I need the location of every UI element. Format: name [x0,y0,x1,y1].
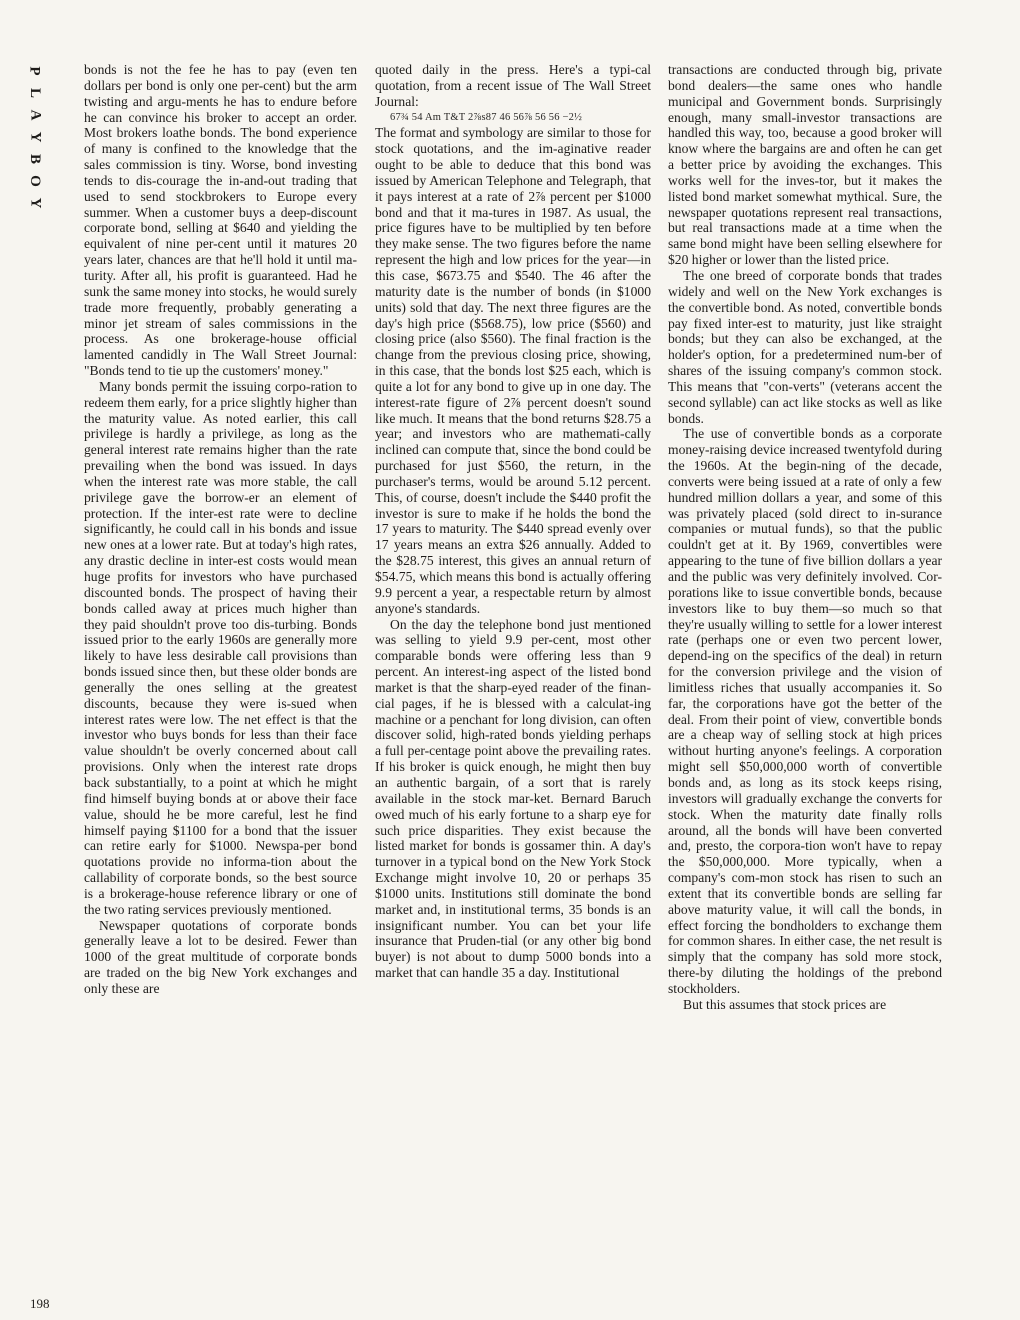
text-column-2 [375,62,651,981]
bond-quotation: 67¾ 54 Am T&T 2⅞s87 46 56⅞ 56 56 −2½ [390,111,583,123]
brand-letter-y2: Y [27,197,43,209]
brand-letter-o: O [26,175,43,187]
brand-letter-l: L [26,87,43,99]
paragraph: bonds is not the fee he has to pay (even ten dollars per bond is only one per-cent) but the arm twisting and argu-ments he has to endure before he can convince his broker to accept an order. Most brokers loathe bonds. The bond experience of many is confined to the knowledge that the sales commission is tiny. Worse, bond investing tends to dis-courage the in-and-out trading that used to send stockbrokers to Europe every summer. When a customer buys a deep-discount corporate bond, selling at $640 and yielding the equivalent of nine per-cent until it matures 20 years later, chances are that he'll hold it until ma-turity. After all, his profit is guaranteed. Had he sunk the same money into stocks, he would surely trade more frequently, probably generating a minor jet stream of sales commissions in the process. As one brokerage-house official lamented candidly in The Wall Street Journal: "Bonds tend to tie up the customers' money." [84,62,357,379]
paragraph: transactions are conducted through big, private bond dealers—the same ones who handle municipal and Government bonds. Surprisingly enough, many small-investor transactions are handled this way, too, because a good broker will know where the bargains are and often he can get a better price by avoiding the exchanges. This works well for the inves-tor, but it makes the listed bond market somewhat mythical. Sure, the newspaper quotations represent real transactions, but real transactions made at a time when the same bond might have been selling elsewhere for $20 higher or lower than the listed price. [668,62,942,268]
text-column-3 [668,62,942,1013]
paragraph: Many bonds permit the issuing corpo-ration to redeem them early, for a price slightly higher than the maturity value. As noted earlier, this call privilege is hardly a privilege, as long as the general interest rate remains higher than the rate prevailing when the bond was issued. In days when the interest rate was more stable, the call privilege gave the borrow-er an element of protection. If the inter-est rate were to decline significantly, he could call in his bonds and issue new ones at a lower rate. But at today's high rates, any drastic decline in inter-est costs would mean huge profits for investors who have purchased discounted bonds. The prospect of having their bonds called away at prices much higher than they paid shouldn't prove too dis-turbing. Bonds issued prior to the early 1960s are generally more likely to have less desirable call provisions than bonds issued since then, but these older bonds are generally the ones selling at the greatest discounts, because they were is-sued when interest rates were low. The net effect is that the investor who buys bonds for less than their face value shouldn't be overly concerned about call provisions. Only when the interest rate drops back substantially, to a point at which he might find himself buying bonds at or above their face value, should he be more careful, lest he find himself paying $1100 for a bond that the issuer can retire early for $1000. Newspa-per bond quotations provide no informa-tion about the callability of corporate bonds, so the best source is a brokerage-house reference library or one of the two rating services previously mentioned. [84,378,357,917]
paragraph: On the day the telephone bond just mentioned was selling to yield 9.9 per-cent, most other comparable bonds were offering less than 9 percent. An interest-ing aspect of the listed bond market is that the sharp-eyed reader of the finan-cial pages, if he is blessed with a calculat-ing machine or a penchant for long division, can often discover solid, high-rated bonds yielding perhaps a full per-centage point above the prevailing rates. If his broker is quick enough, he might then buy an authentic bargain, of a sort that is rarely available in the stock mar-ket. Bernard Baruch owed much of his early fortune to a sharp eye for such price disparities. They exist because the listed market for bonds is gossamer thin. A day's turnover in a typical bond on the New York Stock Exchange might involve 10, 20 or perhaps 35 $1000 units. Institutions still dominate the bond market and, in institutional terms, 35 bonds is an insignificant number. You can bet your life insurance that Pruden-tial (or any other big bond buyer) is not about to dump 5000 bonds into a market that can handle 35 a day. Institutional [375,616,651,981]
text-column-1 [84,62,357,997]
paragraph: The one breed of corporate bonds that trades widely and well on the New York exchanges is the convertible bond. As noted, convertible bonds pay fixed inter-est to maturity, just like straight bonds; but they can also be exchanged, at the holder's option, for a predetermined num-ber of shares of the issuing company's common stock. This means that "con-verts" (veterans accent the second syllable) can act like stocks as well as like bonds. [668,267,942,426]
brand-letter-a: A [27,109,43,121]
paragraph: But this assumes that stock prices are [683,996,887,1012]
paragraph: Newspaper quotations of corporate bonds generally leave a lot to be desired. Fewer than 1000 of the great multitude of corporate bonds are traded on the big New York exchanges and only these are [84,917,357,996]
page-number: 198 [30,1296,50,1311]
paragraph: quoted daily in the press. Here's a typi-cal quotation, from a recent issue of The Wall Street Journal: [375,62,651,109]
magazine-brand-sidebar [26,60,44,214]
paragraph: The format and symbology are similar to those for stock quotations, and the im-aginative reader ought to be able to deduce that this bond was issued by American Telephone and Telegraph, that it pays interest at a rate of 2⅞ percent per $1000 bond and that it ma-tures in 1987. As usual, the price figures have to be multiplied by ten before they make sense. The two figures before the name represent the high and low prices for the year—in this case, $673.75 and $540. The 46 after the maturity date is the number of bonds (in $1000 units) sold that day. The next three figures are the day's high price ($568.75), low price ($560) and closing price (also $560). The final fraction is the change from the previous closing price, showing, in this case, that the bonds lost $25 each, which is quite a lot for any bond to give up in one day. The interest-rate figure of 2⅞ percent doesn't sound like much. It means that the bond returns $28.75 a year; and investors who are mathemati-cally inclined can compute that, since the bond could be purchased for just $560, the return, in the purchaser's terms, would be around 5.12 percent. This, of course, doesn't include the $440 profit the investor is sure to make if he holds the bond the 17 years to maturity. The $440 spread evenly over 17 years means an extra $26 annually. Added to the $28.75 interest, this gives an annual return of $54.75, which means this bond is actually offering 9.9 percent a year, a respectable return by almost anyone's standards. [375,125,651,616]
brand-letter-p: P [26,66,43,76]
paragraph: The use of convertible bonds as a corporate money-raising device increased twentyfold during the 1960s. At the begin-ning of the decade, converts were being issued at a rate of only a few hundred million dollars a year, and some of this was privately placed (sold direct to in-surance companies or mutual funds), so that the public couldn't get at it. By 1969, convertibles were appearing to the tune of five billion dollars a year and the public was very definitely involved. Cor-porations like to issue convertible bonds, because investors like to buy them—so much so that they're usually willing to settle for a lower interest rate (perhaps one or even two percent lower, depend-ing on the specifics of the deal) in return for the conversion privilege and the vision of limitless riches that usually accompanies it. So far, the corporations have got the better of the deal. From their point of view, convertible bonds are a cheap way of selling stock at high prices without hurting anyone's feelings. A corporation might sell $50,000,000 worth of convertible bonds and, as long as its stock keeps rising, investors will gradually exchange the converts for stock. When the maturity date finally rolls around, all the bonds will have been converted and, presto, the corpora-tion won't have to repay the $50,000,000. More typically, when a company's com-mon stock has risen to such an extent that its convertible bonds are selling far above maturity value, it will call the bonds, in effect forcing the bondholders to exchange them for common shares. In either case, the net result is simply that the company has sold more stock, there-by diluting the holdings of the prebond stockholders. [668,426,942,996]
brand-letter-b: B [26,153,43,165]
brand-letter-y: Y [27,131,43,143]
